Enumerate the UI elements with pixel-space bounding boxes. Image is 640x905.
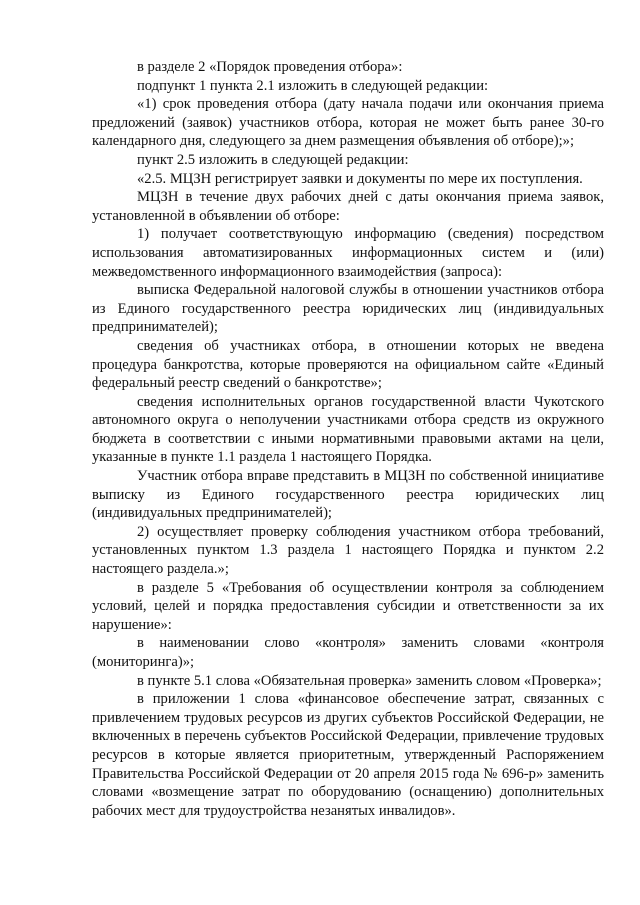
paragraph-item-2: 2) осуществляет проверку соблюдения участником отбора требований, установленных пунктом 1.3 раздела 1 настоящего Порядка и пунктом 2.2 настоящего раздела.»; xyxy=(92,523,604,578)
paragraph-mczn-deadline: МЦЗН в течение двух рабочих дней с даты окончания приема заявок, установленной в объявлении об отборе: xyxy=(92,189,604,224)
paragraph-appendix-1: в приложении 1 слова «финансовое обеспечение затрат, связанных с привлечением трудовых ресурсов из других субъектов Российской Федерации, не включенных в перечень субъектов Российской Федерации, привлечение трудовых ресурсов в которые является приоритетным, утвержденный Распоряжением Правительства Российской Федерации от 20 апреля 2015 года № 696-р» заменить словами «возмещение затрат по оборудованию (оснащению) дополнительных рабочих мест для трудоустройства незанятых инвалидов». xyxy=(92,691,604,819)
paragraph-participant-right: Участник отбора вправе представить в МЦЗН по собственной инициативе выписку из Единого государственного реестра юридических лиц (индивидуальных предпринимателей); xyxy=(92,468,604,522)
paragraph-clause-1-quote: «1) срок проведения отбора (дату начала подачи или окончания приема предложений (заявок) участников отбора, которая не может быть ранее 30-го календарного дня, следующего за днем размещения объявления об отборе);»; xyxy=(92,96,604,150)
paragraph-clause-2-5-text: «2.5. МЦЗН регистрирует заявки и документы по мере их поступления. xyxy=(137,170,583,187)
paragraph-bankruptcy: сведения об участниках отбора, в отношении которых не введена процедура банкротства, которые проверяются на официальном сайте «Единый федеральный реестр сведений о банкротстве»; xyxy=(92,337,604,392)
paragraph-clause-2-5: пункт 2.5 изложить в следующей редакции: xyxy=(137,151,409,168)
paragraph-clause-5-1: в пункте 5.1 слова «Обязательная проверка» заменить словом «Проверка»; xyxy=(137,672,602,689)
paragraph-section-5-heading: в разделе 5 «Требования об осуществлении контроля за соблюдением условий, целей и порядка предоставления субсидии и ответственности за их нарушение»: xyxy=(92,579,604,633)
paragraph-item-1: 1) получает соответствующую информацию (сведения) посредством использования автоматизированных информационных систем и (или) межведомственного информационного взаимодействия (запроса): xyxy=(92,226,604,280)
paragraph-executive-bodies: сведения исполнительных органов государственной власти Чукотского автономного округа о неполучении участниками отбора средств из окружного бюджета в соответствии с иными нормативными правовыми актами на цели, указанные в пункте 1.1 раздела 1 настоящего Порядка. xyxy=(92,393,604,466)
paragraph-subclause-2-1: подпункт 1 пункта 2.1 изложить в следующей редакции: xyxy=(137,77,489,94)
paragraph-tax-extract: выписка Федеральной налоговой службы в отношении участников отбора из Единого государственного реестра юридических лиц (индивидуальных предпринимателей); xyxy=(92,282,604,336)
document-page xyxy=(92,58,604,820)
paragraph-title-replacement: в наименовании слово «контроля» заменить словами «контроля (мониторинга)»; xyxy=(92,635,604,670)
paragraph-section-2-heading: в разделе 2 «Порядок проведения отбора»: xyxy=(137,59,403,75)
